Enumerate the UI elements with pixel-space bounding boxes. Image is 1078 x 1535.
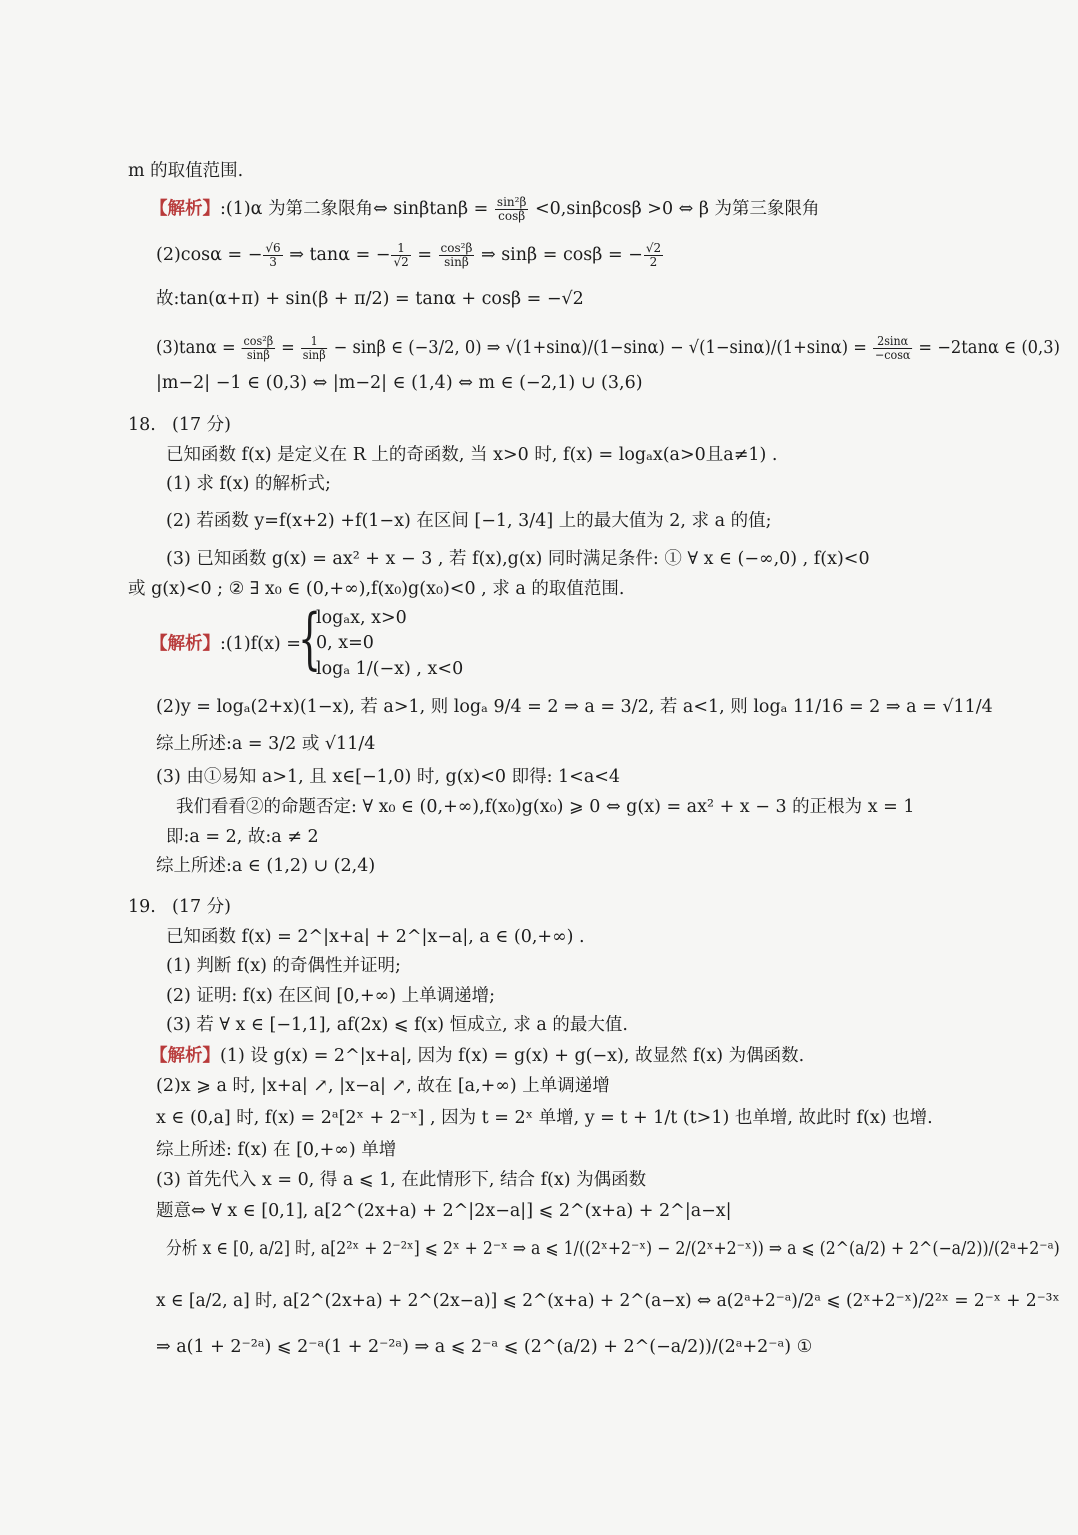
text-line: 即:a = 2, 故:a ≠ 2 [166, 827, 319, 847]
problem-score: (17 分) [172, 897, 231, 917]
fraction: $\frac{\text{sin²β}}{\cos\beta}$ [496, 195, 527, 223]
text-line: 综上所述:a ∈ (1,2) ∪ (2,4) [156, 856, 376, 876]
text-line: (3) 若 ∀ x ∈ [−1,1], af(2x) ⩽ f(x) 恒成立, 求 a 的最大值. [166, 1015, 628, 1035]
problem-number: 19. [128, 897, 156, 917]
problem-score: (17 分) [172, 415, 231, 435]
text-line: 分析 x ∈ [0, a/2] 时, a[2²ˣ + 2⁻²ˣ] ⩽ 2ˣ + 2⁻ˣ ⇒ a ⩽ 1/((2ˣ+2⁻ˣ) − 2/(2ˣ+2⁻ˣ)) ⇒ a ⩽ (2^(a/2) + 2^(−a/2))/(2ᵃ+2⁻ᵃ) [166, 1239, 1060, 1259]
text-line: (2)x ⩾ a 时, |x+a| ↗, |x−a| ↗, 故在 [a,+∞) 上单调递增 [156, 1076, 610, 1096]
fraction: $\frac{√2}{2}$ [645, 241, 662, 269]
solution-tag: 【解析】 [150, 199, 220, 219]
text-line: x ∈ [a/2, a] 时, a[2^(2x+a) + 2^(2x−a)] ⩽ 2^(x+a) + 2^(a−x) ⇔ a(2ᵃ+2⁻ᵃ)/2ᵃ ⩽ (2ˣ+2⁻ˣ)/2²ˣ = 2⁻ˣ + 2⁻³ˣ [156, 1291, 1060, 1311]
fraction: $\frac{1}{\sin\beta}$ [302, 334, 326, 362]
text-line: 我们看看②的命题否定: ∀ x₀ ∈ (0,+∞),f(x₀)g(x₀) ⩾ 0 ⇔ g(x) = ax² + x − 3 的正根为 x = 1 [176, 797, 915, 817]
text-line: 综上所述:a = 3/2 或 √11/4 [156, 734, 376, 754]
text-line: 故:tan(α+π) + sin(β + π/2) = tanα + cosβ = −√2 [156, 289, 584, 309]
text-line: (2)y = logₐ(2+x)(1−x), 若 a>1, 则 logₐ 9/4 = 2 ⇒ a = 3/2, 若 a<1, 则 logₐ 11/16 = 2 ⇒ a = √11/4 [156, 697, 993, 717]
text-line: 综上所述: f(x) 在 [0,+∞) 单增 [156, 1140, 397, 1160]
solution-line: 【解析】:(1)f(x) = [150, 634, 301, 654]
text-line: (2) 证明: f(x) 在区间 [0,+∞) 上单调递增; [166, 986, 495, 1006]
text-line: ⇒ a(1 + 2⁻²ᵃ) ⩽ 2⁻ᵃ(1 + 2⁻²ᵃ) ⇒ a ⩽ 2⁻ᵃ ⩽ (2^(a/2) + 2^(−a/2))/(2ᵃ+2⁻ᵃ) ① [156, 1337, 813, 1357]
piecewise-case: logₐ 1/(−x) , x<0 [316, 659, 464, 679]
text-line: x ∈ (0,a] 时, f(x) = 2ᵃ[2ˣ + 2⁻ˣ] , 因为 t = 2ˣ 单增, y = t + 1/t (t>1) 也单增, 故此时 f(x) 也增. [156, 1108, 933, 1128]
fraction: $\frac{2\sin\alpha}{-\cos\alpha}$ [874, 334, 911, 362]
solution-line: 【解析】(1) 设 g(x) = 2^|x+a|, 因为 f(x) = g(x) + g(−x), 故显然 f(x) 为偶函数. [150, 1046, 805, 1066]
text-line: (2) 若函数 y=f(x+2) +f(1−x) 在区间 [−1, 3/4] 上的最大值为 2, 求 a 的值; [166, 511, 772, 531]
solution-tag: 【解析】 [150, 1046, 220, 1066]
solution-tag: 【解析】 [150, 634, 220, 654]
fraction: $\frac{1}{√2}$ [393, 241, 409, 269]
text-line: 已知函数 f(x) 是定义在 R 上的奇函数, 当 x>0 时, f(x) = logₐx(a>0且a≠1) . [166, 445, 778, 465]
text-line: (3) 首先代入 x = 0, 得 a ⩽ 1, 在此情形下, 结合 f(x) 为偶函数 [156, 1170, 647, 1190]
fraction: $\frac{\text{cos²β}}{\sin\beta}$ [440, 241, 473, 269]
text-line: (3) 已知函数 g(x) = ax² + x − 3 , 若 f(x),g(x) 同时满足条件: ① ∀ x ∈ (−∞,0) , f(x)<0 [166, 549, 870, 569]
left-brace: { [298, 600, 322, 677]
text-line: (3) 由①易知 a>1, 且 x∈[−1,0) 时, g(x)<0 即得: 1<a<4 [156, 767, 621, 787]
text-line: |m−2| −1 ∈ (0,3) ⇔ |m−2| ∈ (1,4) ⇔ m ∈ (−2,1) ∪ (3,6) [156, 373, 643, 393]
text-line: (2)cosα = − $\frac{√6}{3}$ ⇒ tanα = − $\frac{1}{√2}$ = $\frac{\text{cos²β}}{\sin\beta}$ ⇒ sinβ = cosβ = − $\frac{√2}{2}$ [156, 241, 662, 269]
fraction: $\frac{\text{cos²β}}{\sin\beta}$ [243, 334, 274, 362]
piecewise-case: logₐx, x>0 [316, 608, 407, 628]
text-line: (1) 求 f(x) 的解析式; [166, 474, 331, 494]
text-line: 或 g(x)<0 ; ② ∃ x₀ ∈ (0,+∞),f(x₀)g(x₀)<0 , 求 a 的取值范围. [128, 579, 625, 599]
text-line: (1) 判断 f(x) 的奇偶性并证明; [166, 956, 401, 976]
text-line: 题意⇔ ∀ x ∈ [0,1], a[2^(2x+a) + 2^|2x−a|] ⩽ 2^(x+a) + 2^|a−x| [156, 1201, 732, 1221]
text-line: (3)tanα = $\frac{\text{cos²β}}{\sin\beta}$ = $\frac{1}{\sin\beta}$ − sinβ ∈ (−3/2, 0) ⇒ √(1+sinα)/(1−sinα) − √(1−sinα)/(1+sinα) = $\frac{2\sin\alpha}{-\cos\alpha}$ = −2tanα ∈ (0,3) [156, 334, 1060, 362]
solution-line: 【解析】:(1)α 为第二象限角⇔ sinβtanβ = $\frac{\text{sin²β}}{\cos\beta}$ <0,sinβcosβ >0 ⇔ β 为第三象限角 [150, 195, 820, 223]
text-line: m 的取值范围. [128, 161, 244, 181]
problem-number: 18. [128, 415, 156, 435]
text-line: 已知函数 f(x) = 2^|x+a| + 2^|x−a|, a ∈ (0,+∞) . [166, 927, 585, 947]
piecewise-case: 0, x=0 [316, 633, 374, 653]
fraction: $\frac{√6}{3}$ [265, 241, 281, 269]
